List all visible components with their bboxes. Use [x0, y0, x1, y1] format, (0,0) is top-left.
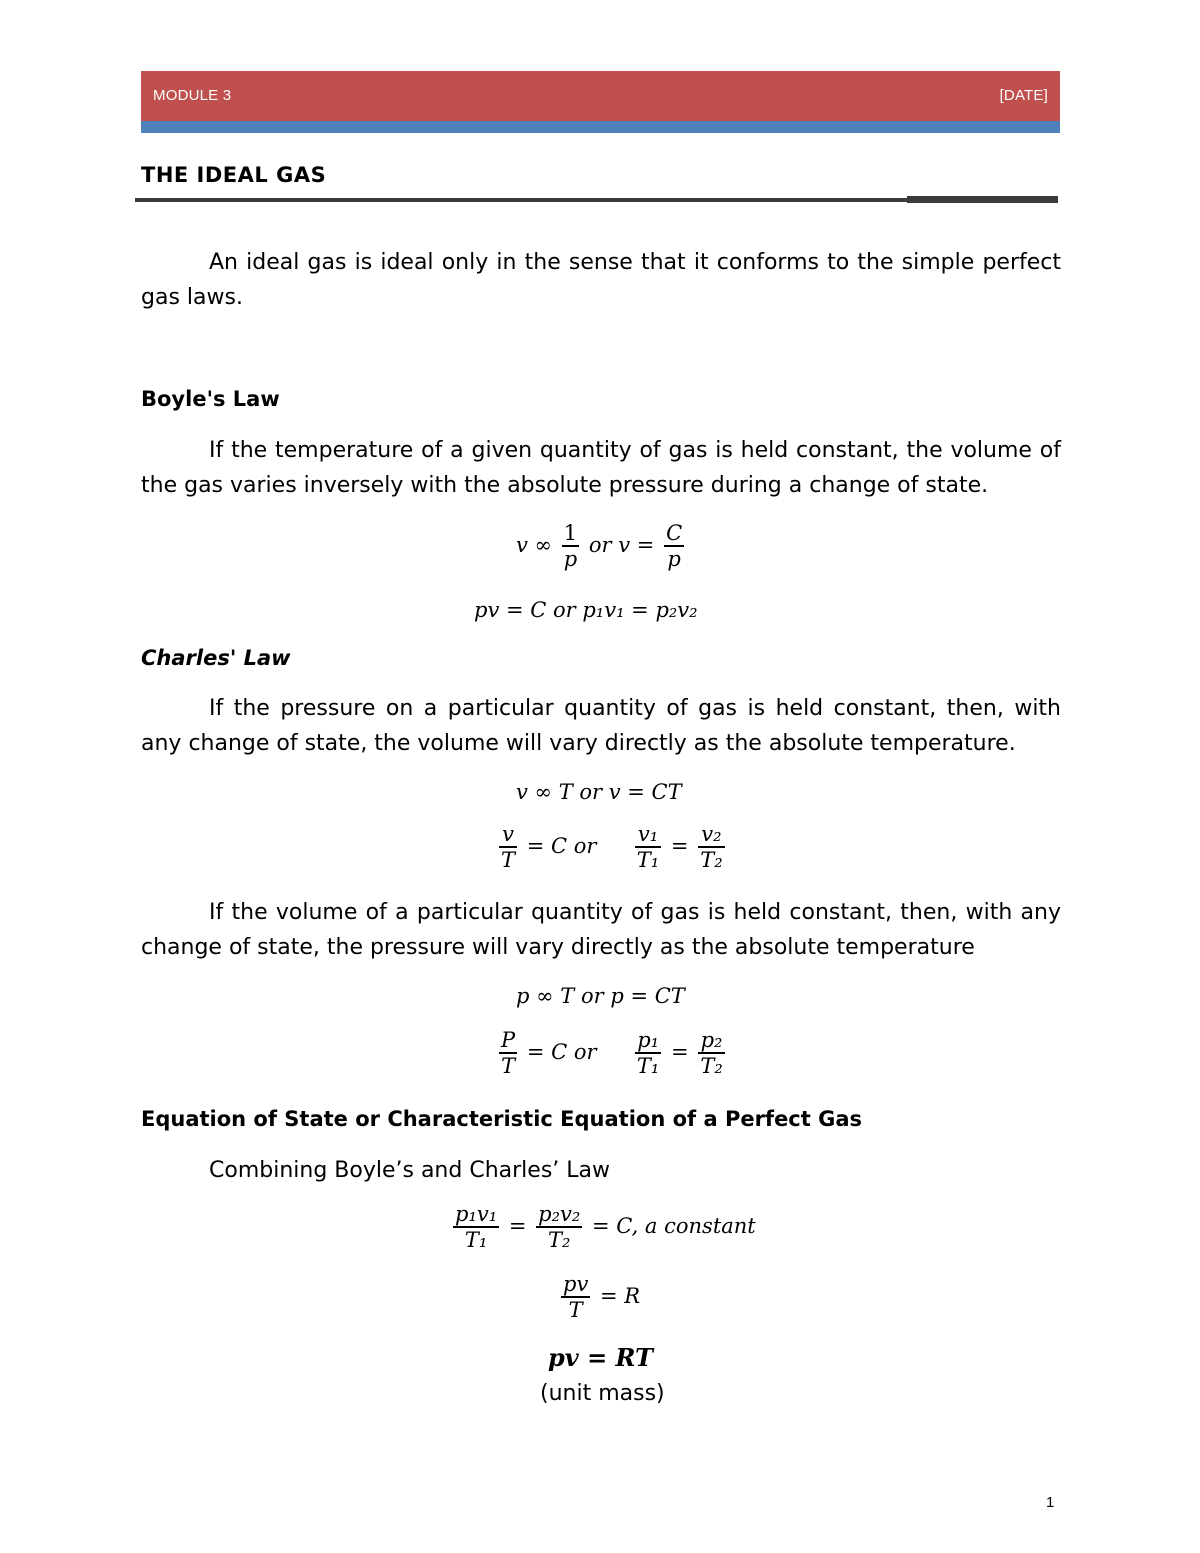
boyle-paragraph [141, 433, 1061, 503]
state-equation-3: pv = RT [548, 1343, 653, 1372]
boyle-equation-1: v ∞ $\frac{1}{p}$ or v = $\frac{C}{p}$ [516, 521, 683, 572]
state-heading-text: Equation of State or Characteristic Equation of a Perfect Gas [141, 1107, 863, 1131]
boyle-text: If the temperature of a given quantity of gas is held constant, the volume of the gas varies inversely with the absolute pressure during a change of state. [141, 438, 1061, 498]
charles-text-2: If the volume of a particular quantity of gas is held constant, then, with any change of state, the pressure will vary directly as the absolute temperature [141, 900, 1061, 960]
charles-paragraph-2 [141, 895, 1061, 965]
charles-heading: Charles' Law [141, 646, 291, 670]
charles-paragraph-1 [141, 691, 1061, 761]
page-number: 1 [1046, 1494, 1055, 1511]
title-rule [135, 198, 907, 202]
fraction: $\frac{C}{p}$ [666, 521, 683, 572]
intro-text: An ideal gas is ideal only in the sense that it conforms to the simple perfect gas laws. [141, 250, 1061, 310]
fraction: $\frac{1}{p}$ [563, 521, 578, 572]
header-date-label: [DATE] [999, 87, 1048, 104]
state-text: Combining Boyle’s and Charles’ Law [209, 1158, 610, 1183]
charles-equation-2: $\frac{v}{T}$ = C or $\frac{\text{v₁}}{\text{T₁}}$ = $\frac{\text{v₂}}{\text{T₂}}$ [501, 822, 723, 873]
boyle-heading: Boyle's Law [141, 387, 280, 411]
header-module-label: MODULE 3 [153, 87, 232, 104]
state-equation-1: $\frac{\text{p₁v₁}}{\text{T₁}}$ = $\frac{\text{p₂v₂}}{\text{T₂}}$ = C, a constant [455, 1202, 756, 1253]
title-rule-accent [907, 196, 1058, 203]
state-paragraph [141, 1153, 1061, 1188]
state-equation-2: $\frac{pv}{T}$ = R [563, 1272, 641, 1323]
charles-equation-1: v ∞ T or v = CT [516, 780, 682, 804]
page-title: THE IDEAL GAS [141, 163, 327, 187]
unit-mass-note: (unit mass) [540, 1381, 665, 1406]
boyle-equation-2: pv = C or p₁v₁ = p₂v₂ [474, 598, 698, 622]
charles-text-1: If the pressure on a particular quantity of gas is held constant, then, with any change of state, the volume will vary directly as the absolute temperature. [141, 696, 1061, 756]
charles-equation-4: $\frac{P}{T}$ = C or $\frac{\text{p₁}}{\text{T₁}}$ = $\frac{\text{p₂}}{\text{T₂}}$ [501, 1028, 723, 1079]
state-heading [141, 1107, 862, 1131]
header-bar [141, 71, 1060, 121]
header-accent-bar [141, 121, 1060, 133]
intro-paragraph [141, 245, 1061, 315]
charles-equation-3: p ∞ T or p = CT [516, 984, 685, 1008]
